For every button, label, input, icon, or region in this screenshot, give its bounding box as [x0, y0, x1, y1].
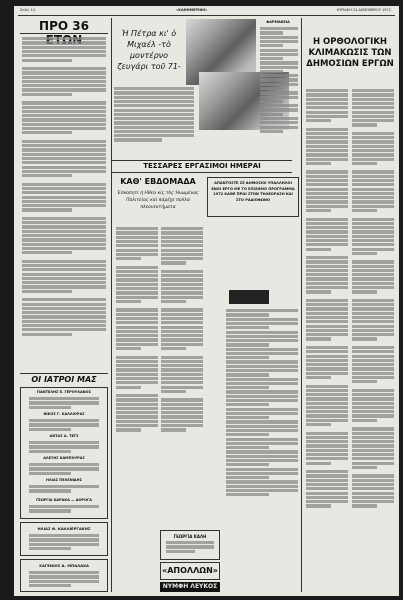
pharmacies-header: ΦΑΡΜΑΚΕΙΑ: [266, 20, 290, 24]
box-title: ΓΕΩΡΓΙΑ ΚΑΛΗ: [173, 534, 207, 539]
doctor-name: ΝΙΚΟΣ Γ. ΚΑΛΛΙΟΡΑΣ: [43, 412, 85, 416]
feature-headline: Ἡ Πέτρα κι' ὁ Μιχαέλ -τὸ μοντέρνο ζευγάρι τοῦ 71-: [117, 29, 181, 71]
apollon-ad: [160, 562, 220, 580]
title-rule: [20, 33, 108, 34]
kath-text-col-a: [116, 226, 158, 551]
doctor-name: ΗΛΙΑΣ ΠΕΛΕΝΙΔΗΣ: [46, 478, 82, 482]
doctor-name: ΗΛΙΑΣ Θ. ΚΑΛΛΙΕΡΓΑΚΗΣ: [37, 526, 91, 531]
doctor-name: ΑΝΤΑΣ Α. ΤΕΓΣ: [49, 434, 79, 438]
nymfi-leykos-ad: ΝΥΜΦΗ ΛΕΥΚΟΣ: [160, 582, 220, 592]
column1-text: [22, 36, 106, 371]
doctor-name: ΠΑΝΤΕΛΗΣ Ε. ΓΕΡΟΥΛΑΝΟΣ: [37, 390, 91, 394]
bottom-ad-box: [20, 559, 108, 592]
notice-text: ΑΠΑΝΤΟΣΤΕ ΣΕ ΔΗΜΟΣΙΟΙ ΥΠΑΛΛΗΛΟΙ ΕΝΟΙ ΕΡΓΟ ΜΕ ΤΟ ΕΠΙΣΗΜΟ ΠΡΟΓΡΑΜΜΑ 1972 ΚΑΘΕ ΠΡΩΙ ΣΤΗΝ ΤΗΛΕΟΡΑΣΗ ΚΑΙ ΣΤΟ ΡΑΔΙΟΦΩΝΟ: [211, 181, 295, 202]
kath-evdomada-subtitle: Έσκοπητί ή Ηθεα κίς τὸς Ἡνωμένας Πολιτείας καὶ πάρέχε πολλὰ πλεονεκτήματα: [117, 191, 199, 210]
column-divider: [111, 18, 112, 592]
right-text-col-a: [306, 88, 348, 588]
ad-title: ΧΑΓΕΝΙΟΣ Δ. ΜΠΑΛΑΚΑ: [39, 563, 89, 568]
program-listing: [226, 308, 298, 598]
four-working-days-banner: ΤΕΣΣΑΡΕΣ ΕΡΓΑΣΙΜΟΙ ΗΜΕΡΑΙ: [112, 160, 292, 173]
pharmacies-list: [260, 26, 298, 156]
pro-36-eton-title: ΠΡΟ 36: [39, 19, 89, 33]
kath-evdomada-title: ΚΑΘ' ΕΒΔΟΜΑΔΑ: [120, 177, 196, 186]
notice-box: [207, 177, 299, 217]
doctors-directory: [20, 387, 108, 519]
georgia-kali-box: [160, 530, 220, 560]
small-dark-photo: [229, 290, 269, 304]
apollon-title: «ΑΠΟΛΛΩΝ»: [162, 566, 218, 575]
right-text-col-b: [352, 88, 394, 588]
masthead: «ΚΑΘΗΜΕΡΙΝΗ»: [176, 8, 208, 12]
doctor-name: ΓΕΩΡΓΙΑ ΚΑΡΑΚΑ — ΔΟΡΟΓΑ: [36, 498, 92, 502]
feature-text: [114, 86, 194, 156]
doctor-ad-box: [20, 522, 108, 556]
doctors-rule: [20, 373, 108, 374]
doctors-title: ΟΙ ΙΑΤΡΟΙ ΜΑΣ: [31, 375, 97, 384]
newspaper-page: [14, 6, 399, 596]
right-headline: Η ΟΡΘΟΛΟΓΙΚΗ ΚΛΙΜΑΚΩΣΙΣ ΤΩΝ ΔΗΜΟΣΙΩΝ ΕΡΓΩΝ: [306, 37, 394, 69]
page-number: Σελίς 14: [20, 8, 35, 12]
issue-date: ΚΥΡΙΑΚΗ 24 ΔΕΚΕΜΒΡΙΟΥ 1972: [336, 8, 391, 12]
header-rule: [18, 15, 395, 16]
doctor-name: ΑΛΕΞΗΣ ΚΑΜΠΟΥΡΑΣ: [43, 456, 85, 460]
column-divider: [301, 18, 302, 592]
kath-text-col-b: [161, 226, 203, 551]
